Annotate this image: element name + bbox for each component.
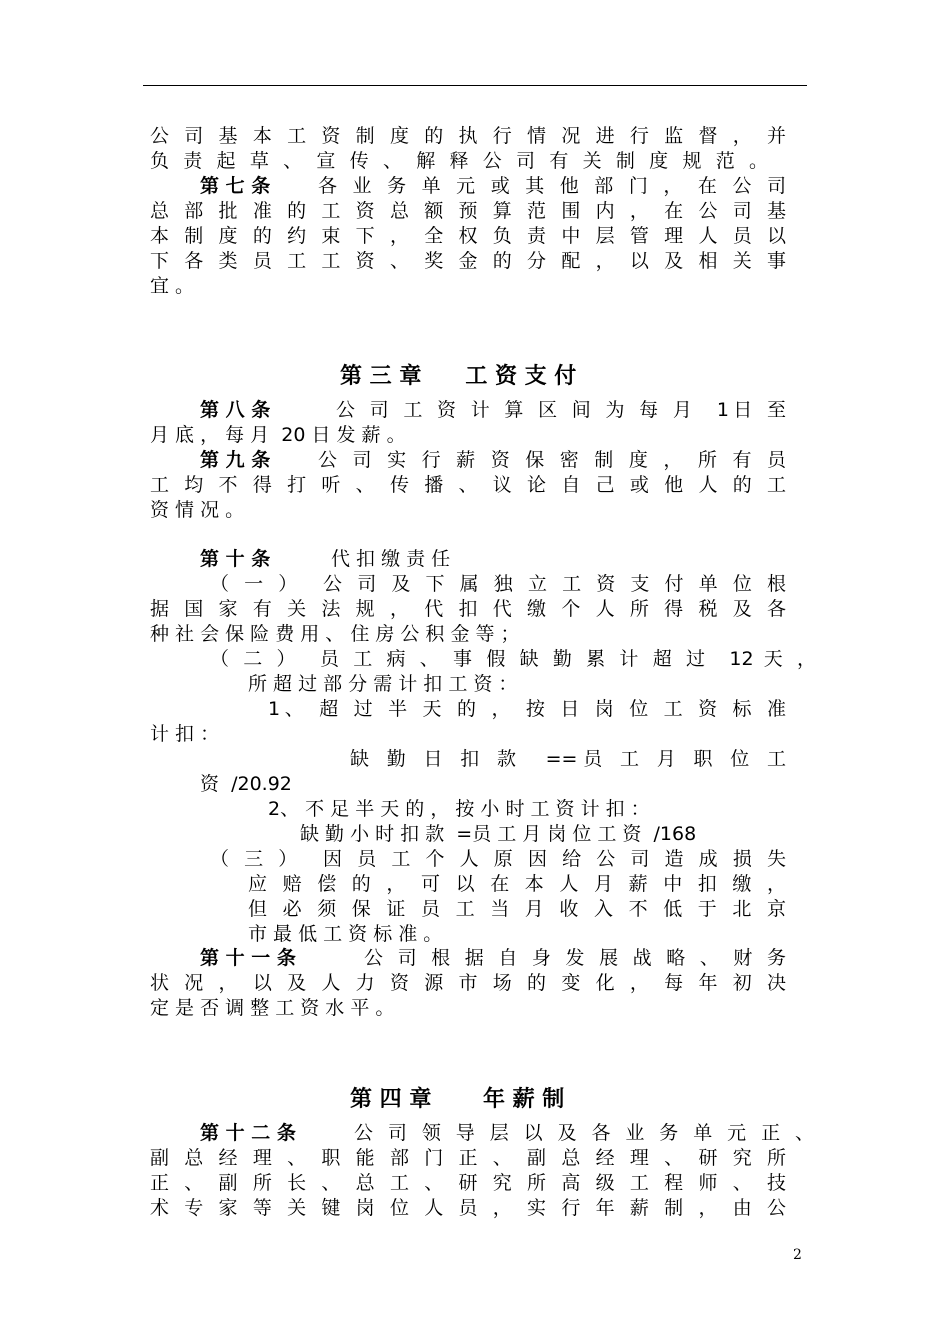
chapter-heading: 第 四 章 年 薪 制 — [350, 1087, 565, 1112]
text-line: 但 必 须 保 证 员 工 当 月 收 入 不 低 于 北 京 — [248, 898, 786, 920]
page-number: 2 — [793, 1247, 802, 1263]
article-label: 第 八 条 — [200, 399, 271, 421]
chapter-heading: 第 三 章 工 资 支 付 — [340, 364, 577, 389]
text-line: 定 是 否 调 整 工 资 水 平 。 — [150, 997, 395, 1019]
article-label: 第 九 条 — [200, 449, 271, 471]
text-line: 市 最 低 工 资 标 准 。 — [248, 923, 443, 945]
text-line: 副 总 经 理 、 职 能 部 门 正 、 副 总 经 理 、 研 究 所 — [150, 1147, 786, 1169]
text-line: 种 社 会 保 险 费 用 、 住 房 公 积 金 等 ； — [150, 623, 520, 645]
text-line: 术 专 家 等 关 键 岗 位 人 员 ， 实 行 年 薪 制 ， 由 公 — [150, 1197, 786, 1219]
text-line: （ 三 ） 因 员 工 个 人 原 因 给 公 司 造 成 损 失 — [210, 848, 786, 870]
text-line: 代 扣 缴 责 任 — [331, 548, 451, 570]
text-line: 月 底 ， 每 月 20 日 发 薪 。 — [150, 424, 406, 446]
text-line: 资 情 况 。 — [150, 499, 245, 521]
text-line: 公 司 工 资 计 算 区 间 为 每 月 1日 至 — [336, 399, 786, 421]
text-line: 工 均 不 得 打 听 、 传 播 、 议 论 自 己 或 他 人 的 工 — [150, 474, 786, 496]
text-line: 本 制 度 的 约 束 下 ， 全 权 负 责 中 层 管 理 人 员 以 — [150, 225, 786, 247]
text-line: 公 司 实 行 薪 资 保 密 制 度 ， 所 有 员 — [318, 449, 786, 471]
article-label: 第 七 条 — [200, 175, 271, 197]
formula-line: 缺 勤 小 时 扣 款 =员 工 月 岗 位 工 资 /168 — [300, 823, 697, 845]
header-rule — [143, 85, 807, 86]
text-line: 据 国 家 有 关 法 规 ， 代 扣 代 缴 个 人 所 得 税 及 各 — [150, 598, 786, 620]
text-line: 宜 。 — [150, 275, 195, 297]
text-line: （ 二 ） 员 工 病 、 事 假 缺 勤 累 计 超 过 12 天 ， — [210, 648, 816, 670]
text-line: （ 一 ） 公 司 及 下 属 独 立 工 资 支 付 单 位 根 — [210, 573, 786, 595]
article-label: 第 十 一 条 — [200, 947, 296, 969]
text-line: 公 司 基 本 工 资 制 度 的 执 行 情 况 进 行 监 督 ， 并 — [150, 125, 786, 147]
text-line: 公 司 领 导 层 以 及 各 业 务 单 元 正 、 — [354, 1122, 814, 1144]
text-line: 计 扣 ： — [150, 723, 220, 745]
text-line: 应 赔 偿 的 ， 可 以 在 本 人 月 薪 中 扣 缴 ， — [248, 873, 786, 895]
text-line: 负 责 起 草 、 宣 传 、 解 释 公 司 有 关 制 度 规 范 。 — [150, 150, 768, 172]
article-label: 第 十 条 — [200, 548, 271, 570]
text-line: 各 业 务 单 元 或 其 他 部 门 ， 在 公 司 — [318, 175, 786, 197]
formula-line: 资 /20.92 — [200, 773, 292, 795]
text-line: 下 各 类 员 工 工 资 、 奖 金 的 分 配 ， 以 及 相 关 事 — [150, 250, 786, 272]
text-line: 2、 不 足 半 天 的 ， 按 小 时 工 资 计 扣 ： — [268, 798, 650, 820]
text-line: 所 超 过 部 分 需 计 扣 工 资 ： — [248, 673, 518, 695]
formula-line: 缺 勤 日 扣 款 ==员 工 月 职 位 工 — [350, 748, 786, 770]
article-label: 第 十 二 条 — [200, 1122, 296, 1144]
text-line: 1、 超 过 半 天 的 ， 按 日 岗 位 工 资 标 准 — [268, 698, 786, 720]
text-line: 总 部 批 准 的 工 资 总 额 预 算 范 围 内 ， 在 公 司 基 — [150, 200, 786, 222]
text-line: 正 、 副 所 长 、 总 工 、 研 究 所 高 级 工 程 师 、 技 — [150, 1172, 786, 1194]
text-line: 公 司 根 据 自 身 发 展 战 略 、 财 务 — [364, 947, 786, 969]
text-line: 状 况 ， 以 及 人 力 资 源 市 场 的 变 化 ， 每 年 初 决 — [150, 972, 786, 994]
